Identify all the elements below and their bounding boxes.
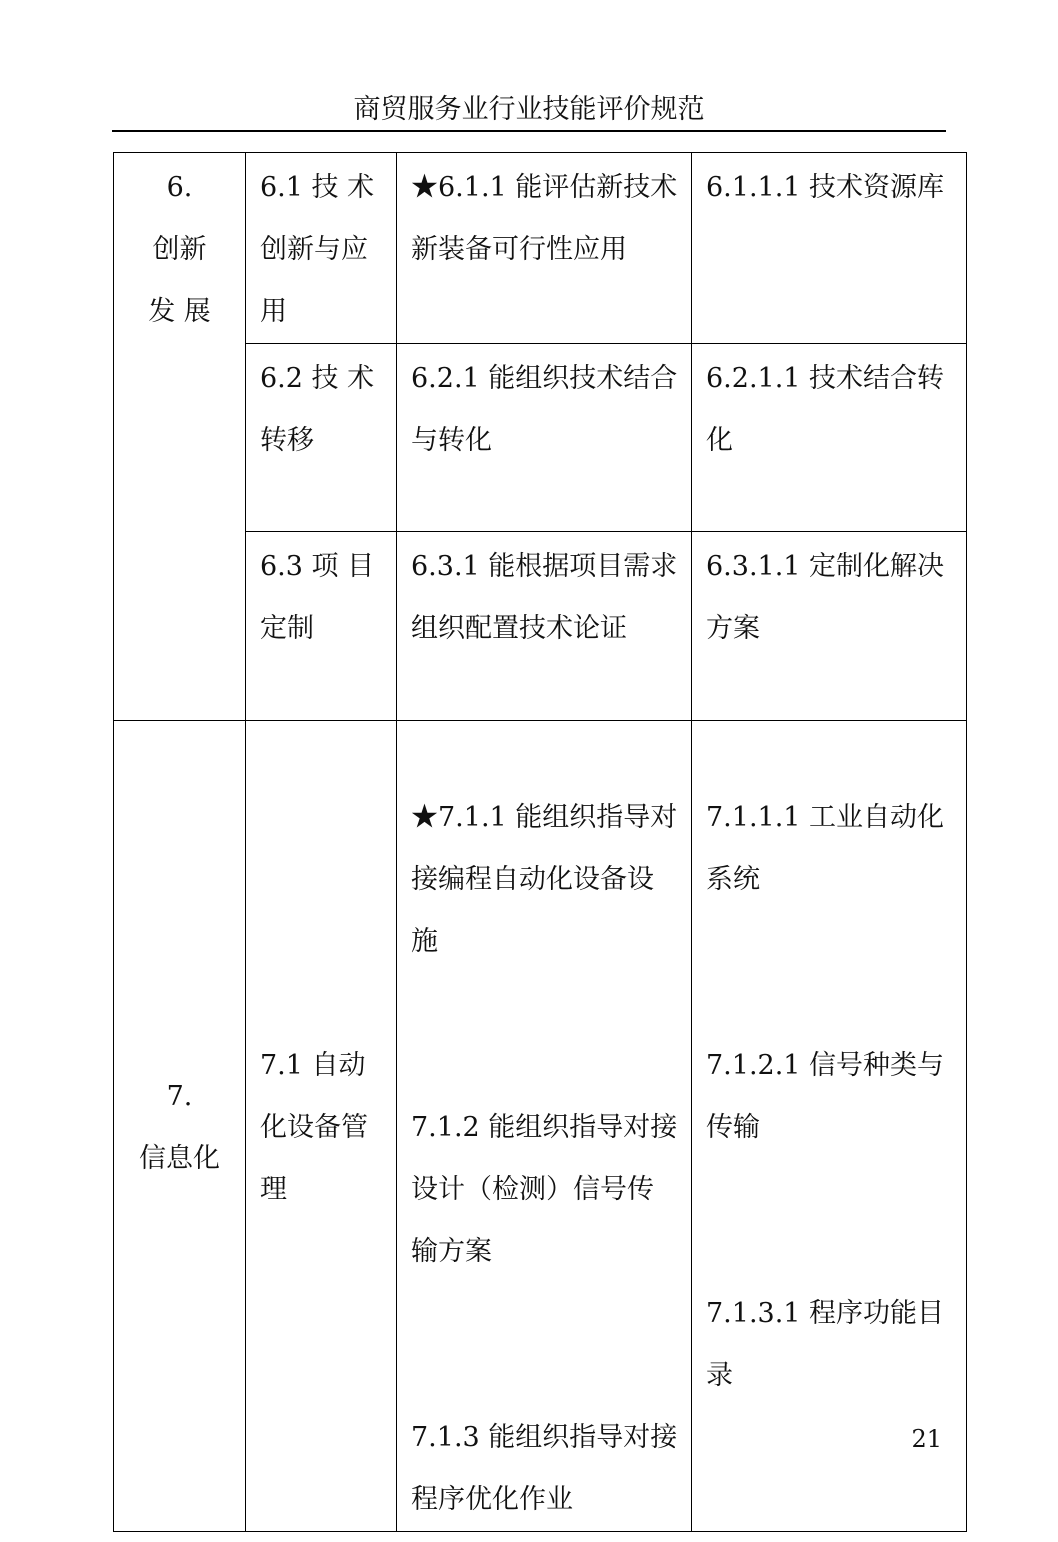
category-number: 6.	[166, 172, 193, 203]
ability-item: ★7.1.1 能组织指导对接编程自动化设备设施	[411, 802, 678, 957]
ability-cell: 6.3.1 能根据项目需求组织配置技术论证	[397, 532, 692, 721]
ability-cell: 6.2.1 能组织技术结合与转化	[397, 344, 692, 532]
item-cell: 7.1 自动化设备管理	[246, 721, 397, 1532]
knowledge-cell: 6.1.1.1 技术资源库	[692, 153, 967, 344]
ability-item: 7.1.3 能组织指导对接程序优化作业	[411, 1422, 678, 1515]
page-header-title: 商贸服务业行业技能评价规范	[353, 94, 705, 125]
knowledge-item: 7.1.3.1 程序功能目录	[706, 1298, 945, 1391]
knowledge-item: 7.1.1.1 工业自动化系统	[706, 802, 945, 895]
table-row	[114, 721, 967, 1532]
item-cell: 6.2 技 术 转移	[246, 344, 397, 532]
ability-cell-multi	[397, 721, 692, 1532]
knowledge-cell: 6.2.1.1 技术结合转化	[692, 344, 967, 532]
header-rule	[112, 130, 946, 132]
category-cell-6	[114, 153, 246, 721]
knowledge-item: 7.1.2.1 信号种类与传输	[706, 1050, 945, 1143]
ability-cell: ★6.1.1 能评估新技术新装备可行性应用	[397, 153, 692, 344]
category-label-line1: 创新	[152, 234, 207, 265]
knowledge-cell-multi	[692, 721, 967, 1532]
item-cell: 6.3 项 目 定制	[246, 532, 397, 721]
item-cell: 6.1 技 术 创新与应用	[246, 153, 397, 344]
table-row	[114, 153, 967, 344]
category-label-line2: 发 展	[148, 296, 211, 327]
page-number: 21	[911, 1425, 942, 1453]
category-number: 7.	[166, 1081, 193, 1112]
skill-spec-table	[113, 152, 967, 1532]
knowledge-cell: 6.3.1.1 定制化解决方案	[692, 532, 967, 721]
category-label: 信息化	[139, 1143, 220, 1174]
category-cell-7	[114, 721, 246, 1532]
ability-item: 7.1.2 能组织指导对接设计（检测）信号传输方案	[411, 1112, 678, 1267]
